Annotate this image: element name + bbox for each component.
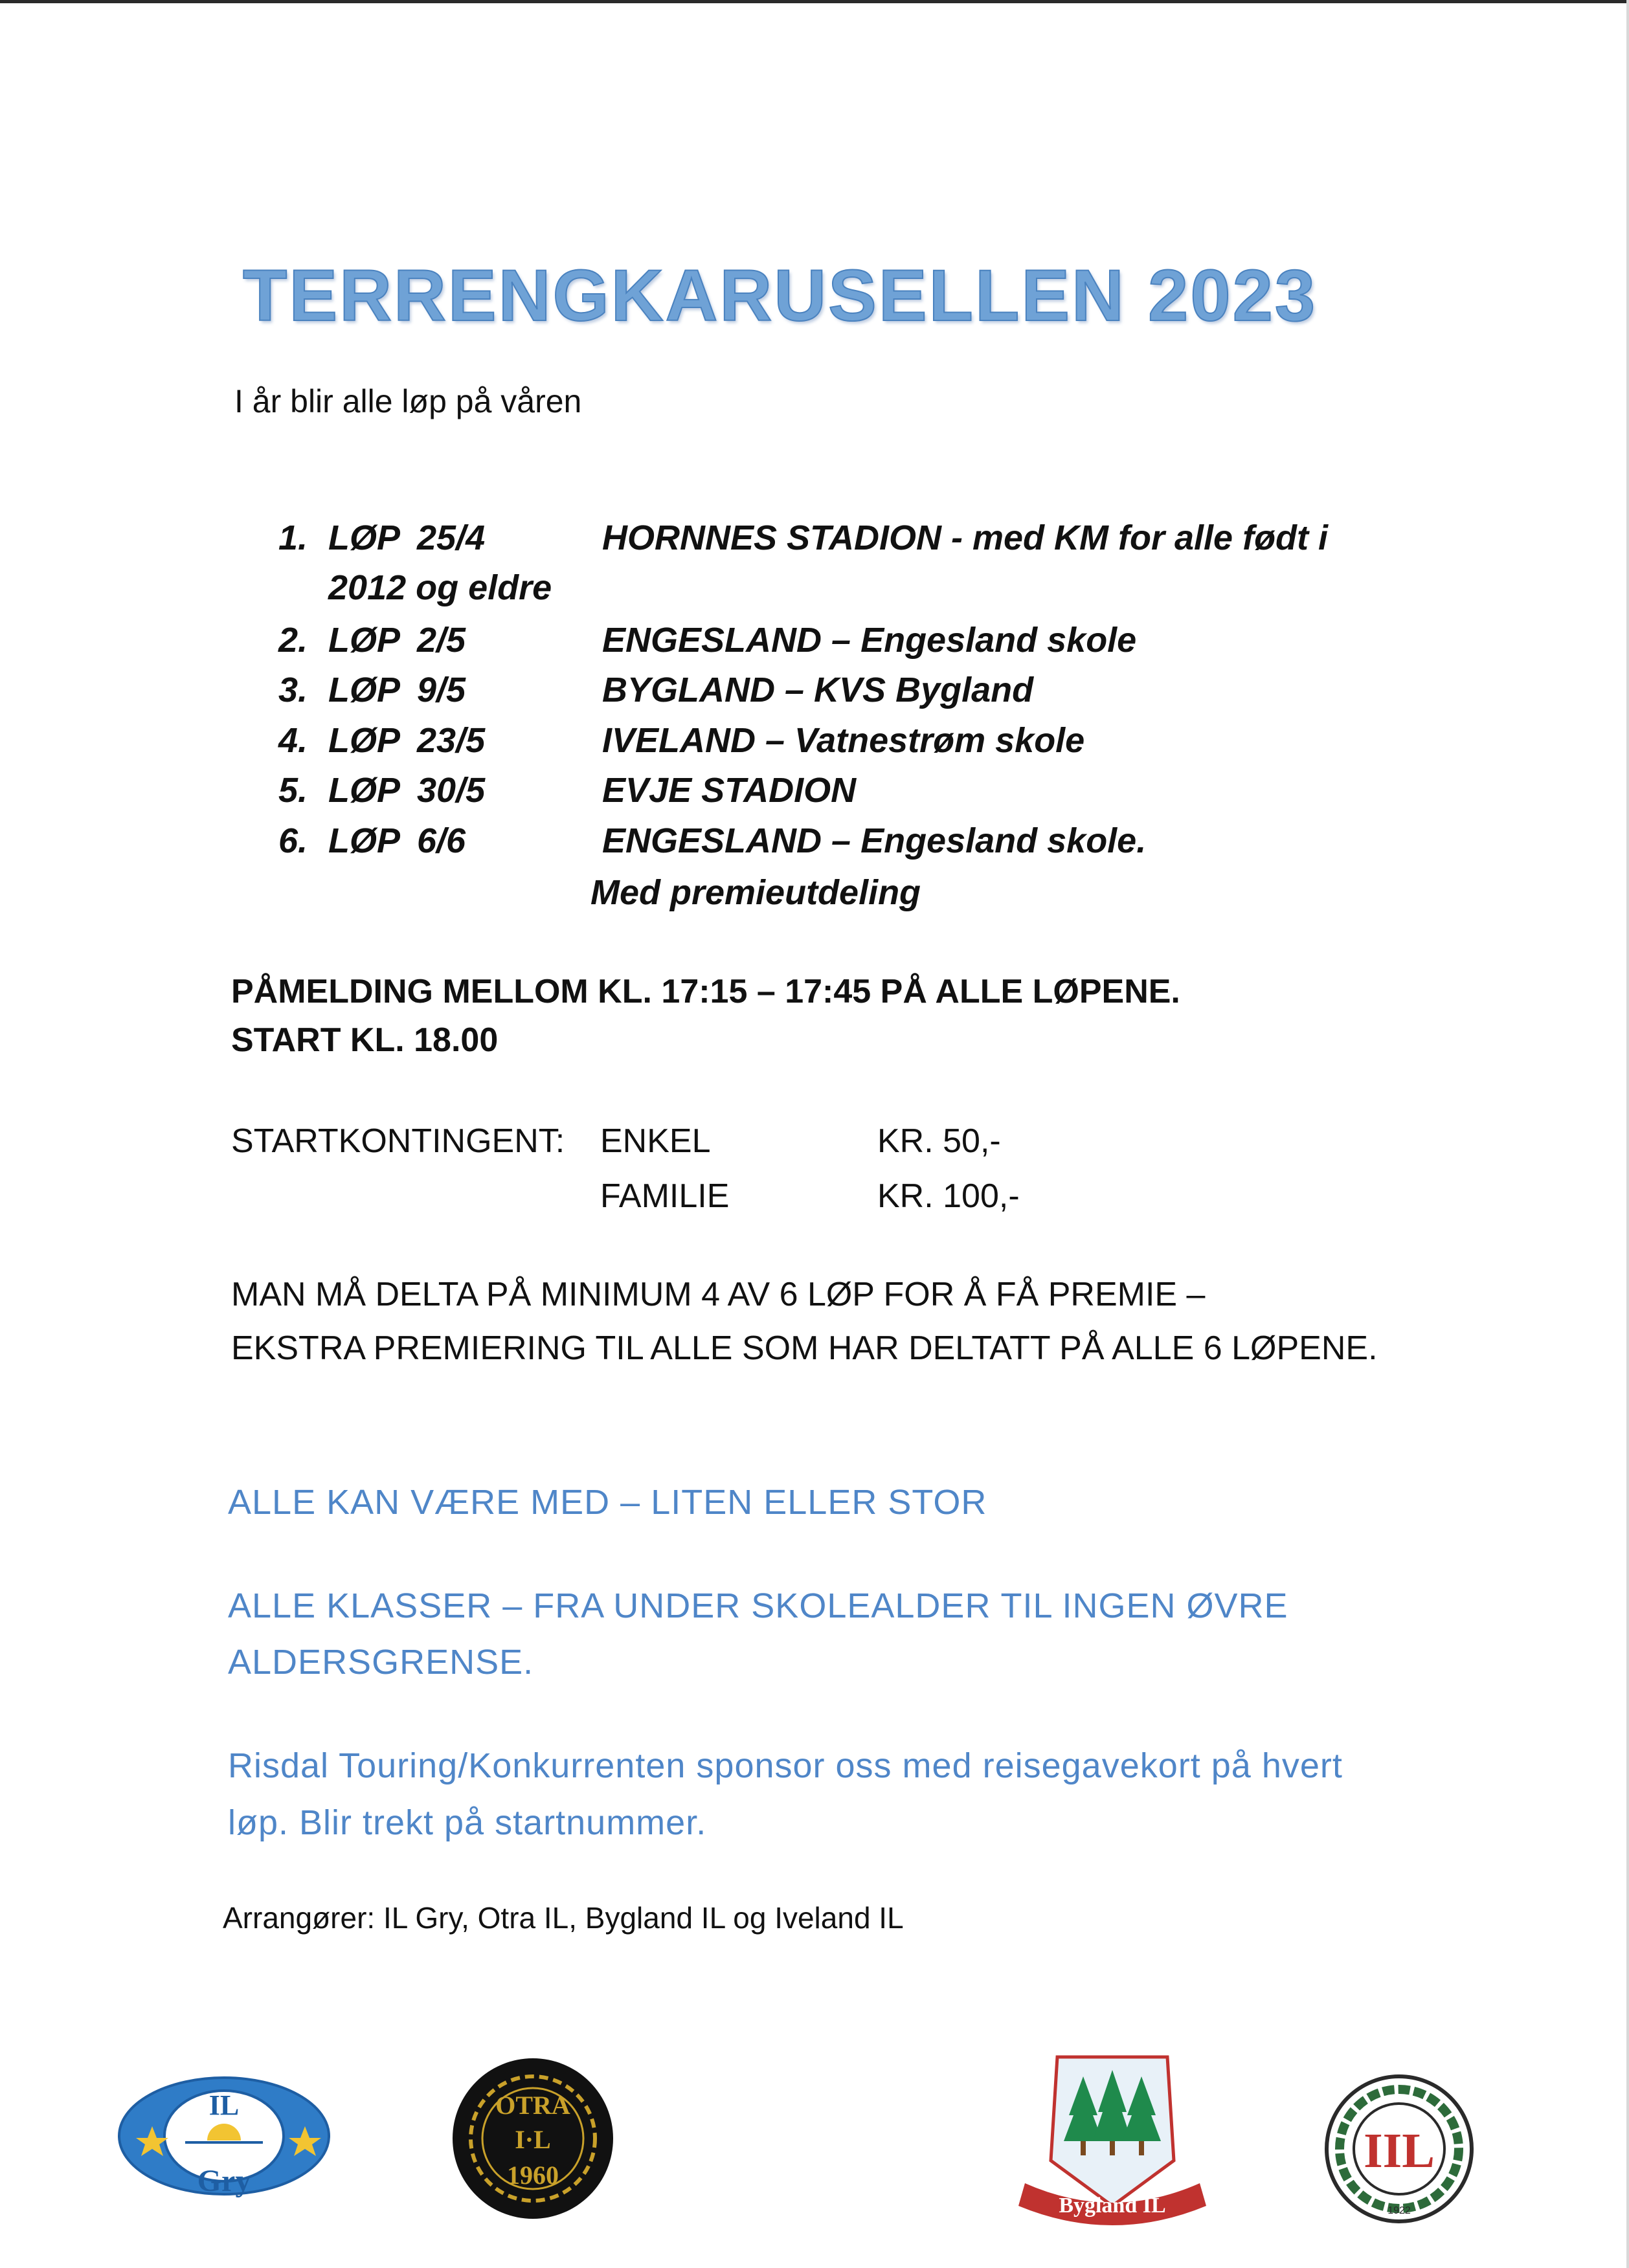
race-date: 25/4: [417, 518, 486, 557]
race-date: 9/5: [417, 671, 466, 709]
scan-edge-top: [0, 0, 1629, 3]
registration-text: PÅMELDING MELLOM KL. 17:15 – 17:45 PÅ ALLE LØPENE.: [231, 973, 1180, 1010]
race-row-3: [0, 670, 1554, 715]
rule-line: MAN MÅ DELTA PÅ MINIMUM 4 AV 6 LØP FOR Å FÅ PREMIE –: [231, 1276, 1206, 1313]
race-lop: LØP: [328, 721, 401, 760]
race-row-6: [0, 821, 1554, 866]
race-extra-6: Med premieutdeling: [590, 873, 921, 912]
race-lop: LØP: [328, 671, 401, 709]
race-row-5: [0, 770, 1554, 816]
fee-price: KR. 100,-: [877, 1177, 1020, 1215]
bygland-il-logo: [1012, 2051, 1213, 2238]
race-date: 30/5: [417, 771, 486, 810]
fee-type: ENKEL: [600, 1122, 711, 1160]
otra-il-top-text: OTRA: [495, 2091, 570, 2120]
race-number: 2.: [278, 621, 308, 660]
race-date: 6/6: [417, 821, 466, 860]
otra-il-bottom-text: 1960: [507, 2161, 559, 2190]
race-place: BYGLAND – KVS Bygland: [602, 671, 1034, 709]
intro-text: I år blir alle løp på våren: [234, 383, 582, 419]
blue-line: ALDERSGRENSE.: [228, 1643, 534, 1682]
otra-il-logo: [449, 2054, 617, 2223]
race-lop: LØP: [328, 821, 401, 860]
iveland-il-year: 1922: [1387, 2205, 1411, 2216]
race-number: 6.: [278, 821, 308, 860]
race-date: 23/5: [417, 721, 486, 760]
organizers-text: Arrangører: IL Gry, Otra IL, Bygland IL og Iveland IL: [223, 1901, 904, 1935]
start-time-text: START KL. 18.00: [231, 1021, 499, 1059]
rule-line: EKSTRA PREMIERING TIL ALLE SOM HAR DELTATT PÅ ALLE 6 LØPENE.: [231, 1329, 1378, 1367]
blue-line: løp. Blir trekt på startnummer.: [228, 1803, 707, 1842]
blue-line: ALLE KLASSER – FRA UNDER SKOLEALDER TIL INGEN ØVRE: [228, 1586, 1288, 1625]
blue-line: ALLE KAN VÆRE MED – LITEN ELLER STOR: [228, 1483, 987, 1522]
il-gry-logo: [115, 2062, 333, 2210]
race-place: IVELAND – Vatnestrøm skole: [602, 721, 1085, 760]
race-number: 1.: [278, 518, 308, 557]
blue-line: Risdal Touring/Konkurrenten sponsor oss med reisegavekort på hvert: [228, 1746, 1343, 1785]
race-number: 4.: [278, 721, 308, 760]
iveland-il-logo: [1321, 2071, 1477, 2227]
bygland-il-text: Bygland IL: [1059, 2194, 1166, 2218]
race-date: 2/5: [417, 621, 466, 660]
fee-price: KR. 50,-: [877, 1122, 1001, 1160]
otra-il-mid-text: I·L: [515, 2125, 551, 2154]
race-lop: LØP: [328, 518, 401, 557]
race-place: ENGESLAND – Engesland skole: [602, 621, 1137, 660]
fee-label: STARTKONTINGENT:: [231, 1122, 565, 1160]
race-row-1: [0, 518, 1554, 563]
race-number: 5.: [278, 771, 308, 810]
il-gry-top-text: IL: [208, 2089, 240, 2121]
race-lop: LØP: [328, 621, 401, 660]
scan-edge-right: [1626, 0, 1629, 2268]
race-extra-1: 2012 og eldre: [328, 568, 552, 607]
fee-type: FAMILIE: [600, 1177, 730, 1215]
race-number: 3.: [278, 671, 308, 709]
race-place: EVJE STADION: [602, 771, 857, 810]
race-row-2: [0, 620, 1554, 665]
il-gry-bottom-text: Gry: [197, 2164, 251, 2198]
iveland-il-text: IIL: [1364, 2124, 1435, 2178]
race-row-4: [0, 720, 1554, 766]
page-title: TERRENGKARUSELLEN 2023: [243, 255, 1318, 336]
race-lop: LØP: [328, 771, 401, 810]
race-place: HORNNES STADION - med KM for alle født i: [602, 518, 1329, 557]
race-place: ENGESLAND – Engesland skole.: [602, 821, 1147, 860]
